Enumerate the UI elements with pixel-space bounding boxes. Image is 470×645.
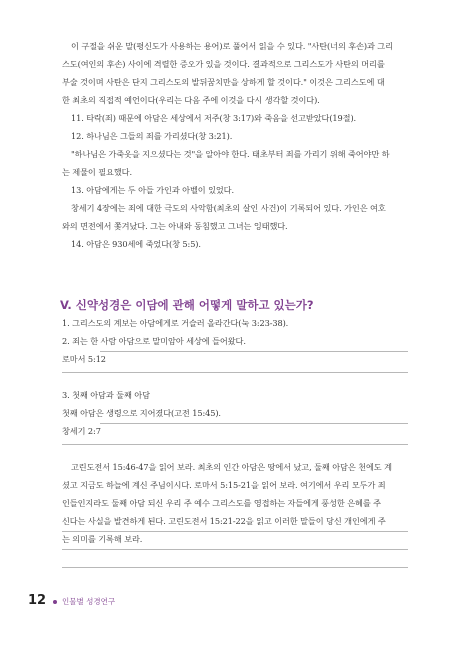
question-1: 1. 그리스도의 계보는 아담에게로 거슬러 올라간다(눅 3:23-38). bbox=[62, 318, 289, 328]
item-14 bbox=[62, 235, 412, 253]
text-line: 인들인지라도 둘째 아담 되신 우리 주 예수 그리스도를 영접하는 자들에게 풍성한 은혜를 주 bbox=[62, 498, 381, 508]
text-line: 스도(여인의 후손) 사이에 격렬한 증오가 있을 것이다. 결과적으로 그리스도가 사탄의 머리를 bbox=[62, 59, 385, 69]
list-item: 14. 아담은 930세에 죽었다(창 5:5). bbox=[71, 239, 201, 249]
text-line: 와의 면전에서 쫓겨났다. 그는 아내와 동침했고 그녀는 잉태했다. bbox=[62, 221, 288, 231]
section-questions bbox=[62, 314, 412, 368]
text-line: 부술 것이며 사탄은 단지 그리스도의 발뒤꿈치만을 상하게 할 것이다." 이것은 그리스도에 대 bbox=[62, 77, 385, 87]
text-line: 고린도전서 15:46-47을 읽어 보라. 최초의 인간 아담은 땅에서 났고, 둘째 아담은 천에도 계 bbox=[71, 462, 392, 472]
answer-line[interactable] bbox=[62, 444, 408, 445]
intro-paragraph bbox=[62, 37, 412, 109]
numbered-items-11-12 bbox=[62, 109, 412, 145]
list-item: 13. 아담에게는 두 아들 가인과 아벨이 있었다. bbox=[71, 185, 234, 195]
genesis-4-paragraph bbox=[62, 199, 412, 235]
text-line: 는 제물이 필요했다. bbox=[62, 167, 132, 177]
section-heading: V. 신약성경은 이담에 관해 어떻게 말하고 있는가? bbox=[60, 298, 314, 312]
list-item: 11. 타락(죄) 때문에 아담은 세상에서 저주(창 3:17)와 죽음을 선고받았다(19절). bbox=[71, 113, 357, 123]
text-line: 한 최초의 직접적 예언이다(우리는 다음 주에 이것을 다시 생각할 것이다). bbox=[62, 95, 320, 105]
closing-paragraph bbox=[62, 458, 412, 548]
answer-line[interactable] bbox=[62, 372, 408, 373]
text-line: 이 구절을 쉬운 말(평신도가 사용하는 용어)로 풀어서 읽을 수 있다. "사탄(너의 후손)과 그리 bbox=[71, 41, 393, 51]
text-line: 셨고 지금도 하늘에 계신 주님이시다. 로마서 5:15-21을 읽어 보라. 여기에서 우리 모두가 죄 bbox=[62, 480, 386, 490]
reference-romans-5-12: 로마서 5:12 bbox=[62, 354, 106, 364]
reference-genesis-2-7: 창세기 2:7 bbox=[62, 426, 101, 436]
answer-line[interactable] bbox=[62, 531, 408, 532]
question-2: 2. 죄는 한 사람 아담으로 말미암아 세상에 들어왔다. bbox=[62, 336, 246, 346]
answer-line[interactable] bbox=[100, 351, 408, 352]
answer-line[interactable] bbox=[62, 567, 408, 568]
text-line: 창세기 4장에는 죄에 대한 극도의 사악함(최초의 살인 사건)이 기록되어 있다. 가인은 여호 bbox=[71, 203, 386, 213]
item-13 bbox=[62, 181, 412, 199]
first-second-adam bbox=[62, 386, 412, 440]
page-number: 12 bbox=[28, 593, 47, 608]
text-line: 는 의미를 기록해 보라. bbox=[62, 534, 143, 544]
question-3: 3. 첫째 아담과 둘째 아담 bbox=[62, 390, 150, 400]
list-item: 12. 하나님은 그들의 죄를 가리셨다(창 3:21). bbox=[71, 131, 233, 141]
answer-line[interactable] bbox=[100, 423, 408, 424]
answer-line[interactable] bbox=[62, 549, 408, 550]
text-line: "하나님은 가죽옷을 지으셨다는 것"을 알아야 한다. 태초부터 죄를 가리기 위해 죽어야만 하 bbox=[71, 149, 390, 159]
garment-note-paragraph bbox=[62, 145, 412, 181]
question-3-sub: 첫째 아담은 생령으로 지어졌다(고전 15:45). bbox=[62, 408, 221, 418]
bullet-dot-icon bbox=[53, 600, 57, 604]
book-title: 인물별 성경연구 bbox=[62, 597, 116, 606]
text-line: 신다는 사실을 발견하게 된다. 고린도전서 15:21-22을 읽고 이러한 말들이 당신 개인에게 주 bbox=[62, 516, 386, 526]
